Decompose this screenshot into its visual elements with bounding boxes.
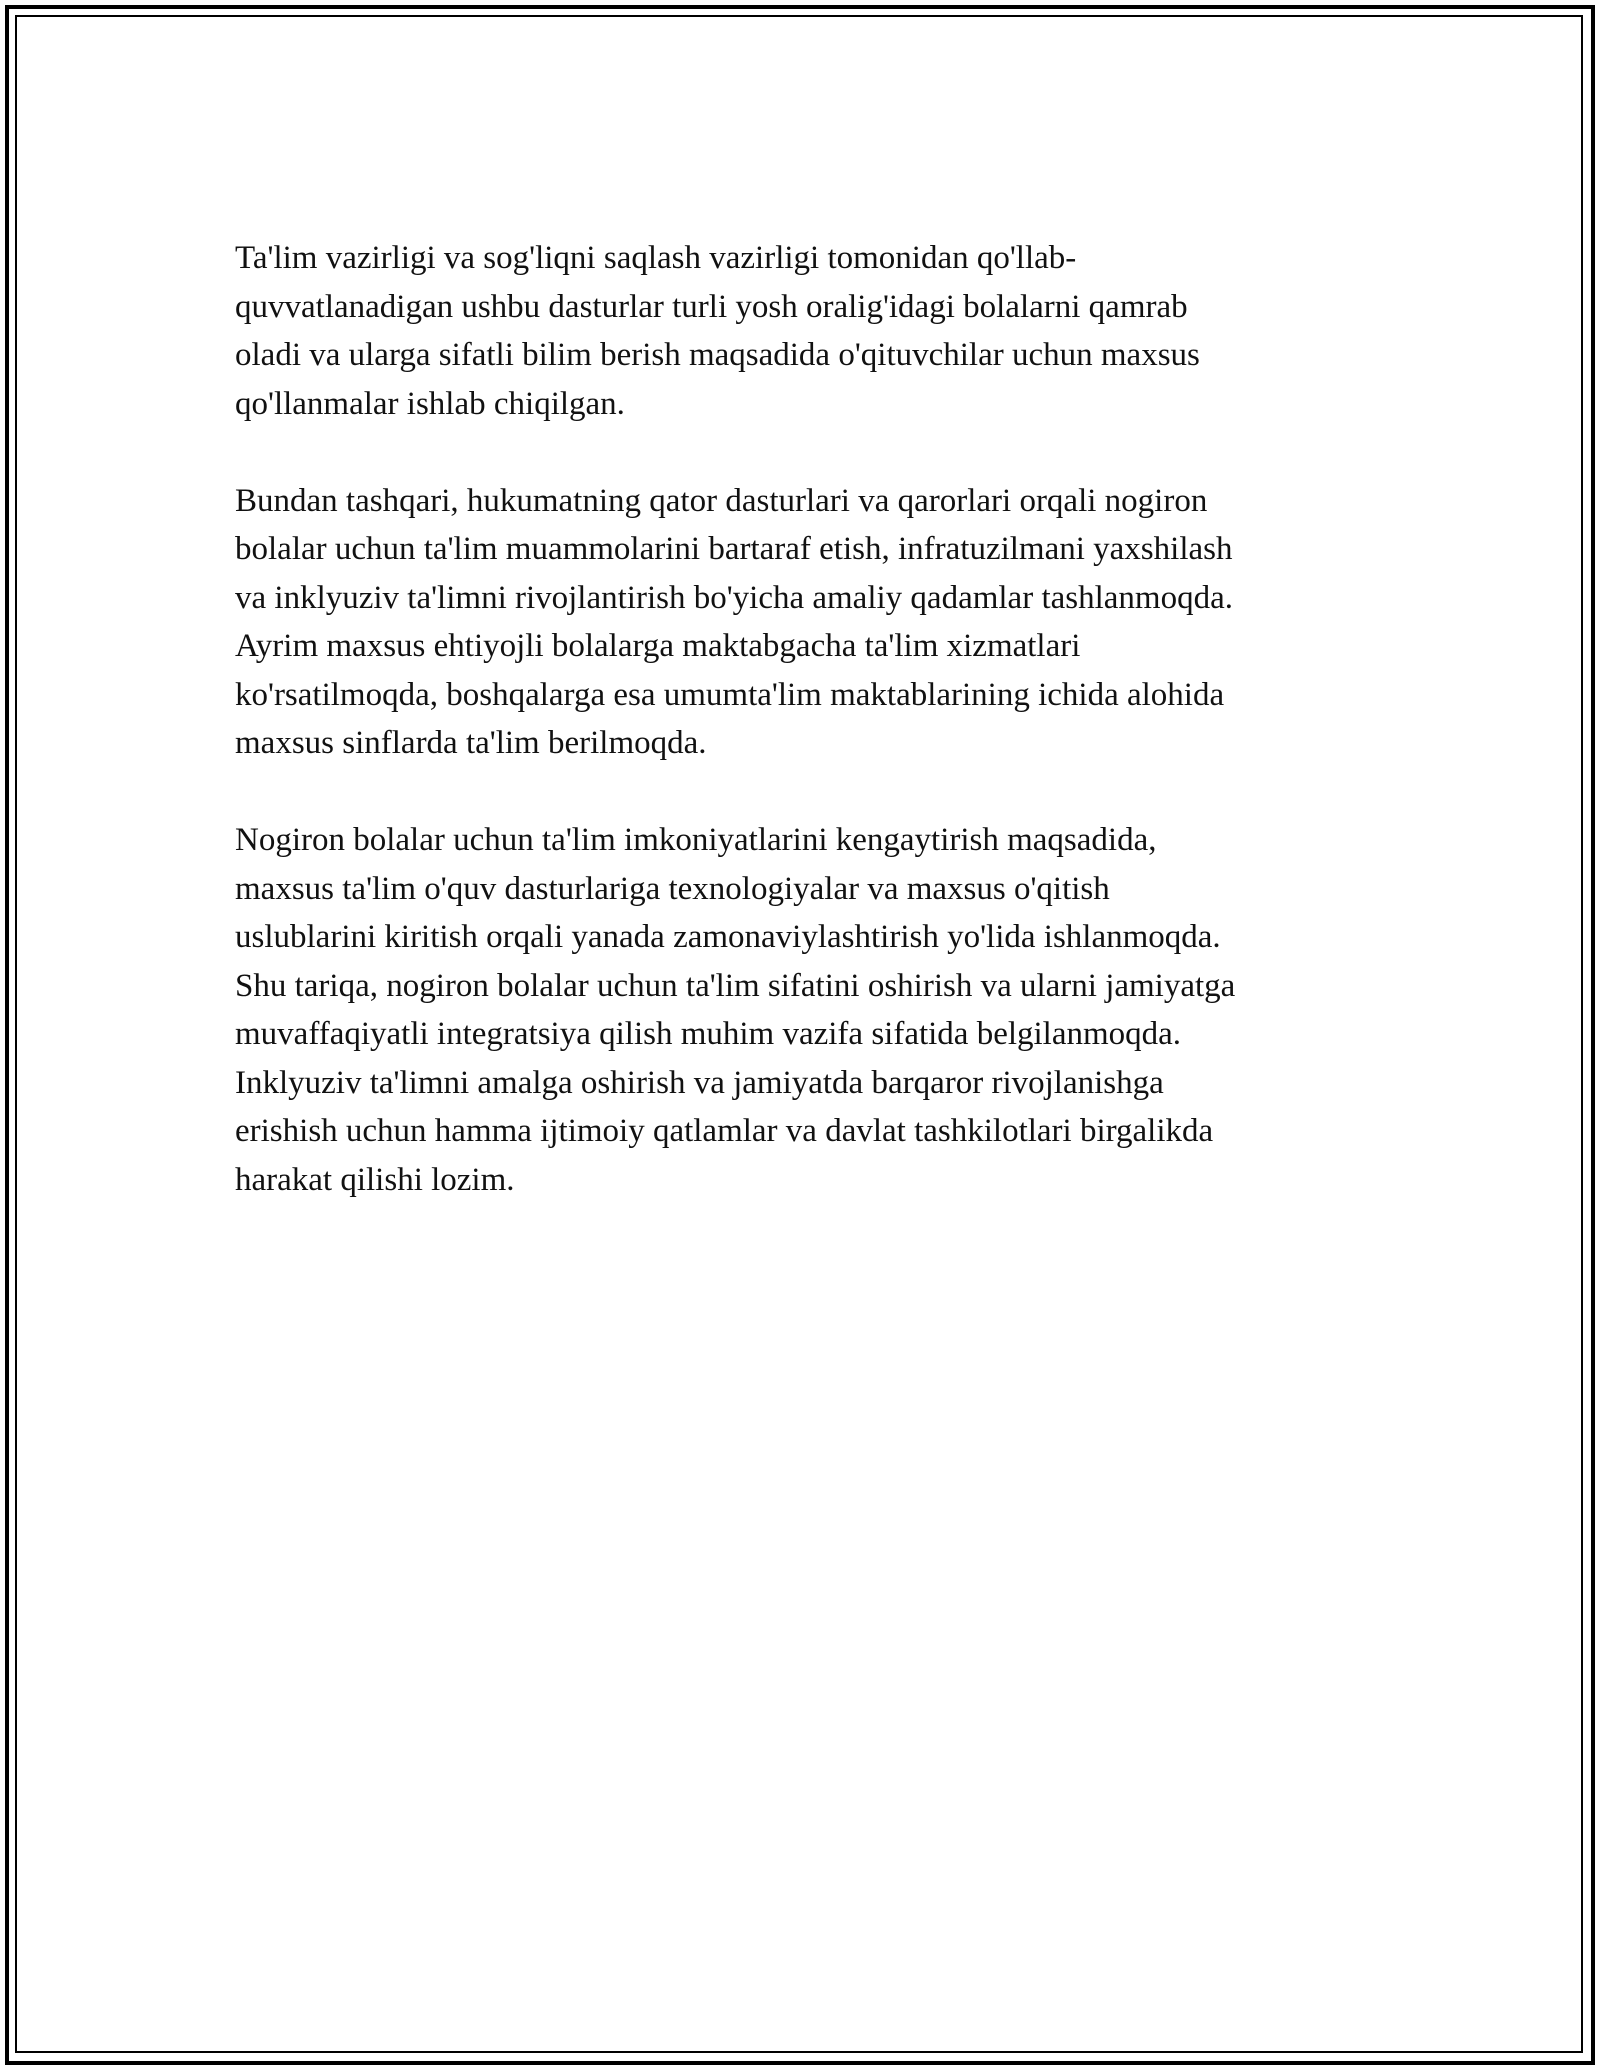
paragraph-line: Ta'lim vazirligi va sog'liqni saqlash vazirligi tomonidan qo'llab- [235,240,1077,276]
paragraph-line: va inklyuziv ta'limni rivojlantirish bo'yicha amaliy qadamlar tashlanmoqda. [235,579,1233,616]
paragraph-line: oladi va ularga sifatli bilim berish maqsadida o'qituvchilar uchun maxsus [235,337,1200,373]
paragraph-2 [235,477,1375,768]
paragraph-line: Shu tariqa, nogiron bolalar uchun ta'lim sifatini oshirish va ularni jamiyatga [235,967,1236,1004]
paragraph-line: maxsus ta'lim o'quv dasturlariga texnologiyalar va maxsus o'qitish [235,870,1110,907]
paragraph-line: qo'llanmalar ishlab chiqilgan. [235,385,625,422]
paragraph-line: Inklyuziv ta'limni amalga oshirish va jamiyatda barqaror rivojlanishga [235,1064,1164,1101]
document-body [235,234,1375,1253]
paragraph-line: bolalar uchun ta'lim muammolarini bartaraf etish, infratuzilmani yaxshilash [235,531,1233,567]
paragraph-line: harakat qilishi lozim. [235,1161,515,1198]
paragraph-3 [235,816,1375,1204]
paragraph-line: erishish uchun hamma ijtimoiy qatlamlar va davlat tashkilotlari birgalikda [235,1113,1214,1149]
paragraph-line: ko'rsatilmoqda, boshqalarga esa umumta'lim maktablarining ichida alohida [235,676,1225,713]
paragraph-line: uslublarini kiritish orqali yanada zamonaviylashtirish yo'lida ishlanmoqda. [235,919,1221,955]
paragraph-line: muvaffaqiyatli integratsiya qilish muhim vazifa sifatida belgilanmoqda. [235,1016,1182,1052]
paragraph-line: Nogiron bolalar uchun ta'lim imkoniyatlarini kengaytirish maqsadida, [235,822,1157,858]
paragraph-line: quvvatlanadigan ushbu dasturlar turli yosh oralig'idagi bolalarni qamrab [235,288,1188,325]
paragraph-line: Bundan tashqari, hukumatning qator dasturlari va qarorlari orqali nogiron [235,482,1208,519]
paragraph-line: Ayrim maxsus ehtiyojli bolalarga maktabgacha ta'lim xizmatlari [235,628,1081,664]
paragraph-line: maxsus sinflarda ta'lim berilmoqda. [235,725,707,761]
paragraph-1 [235,234,1375,428]
